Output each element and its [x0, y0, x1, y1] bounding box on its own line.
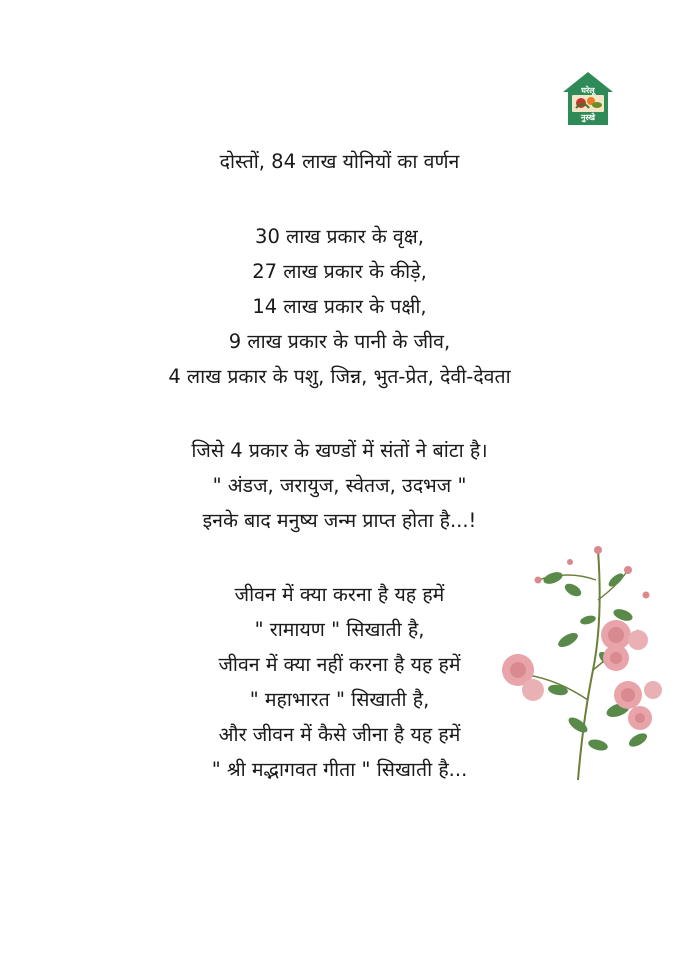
teaching-line: " महाभारत " सिखाती है,	[249, 688, 430, 711]
species-line: 14 लाख प्रकार के पक्षी,	[252, 295, 427, 318]
teaching-line: और जीवन में कैसे जीना है यह हमें	[218, 723, 461, 746]
species-line: 30 लाख प्रकार के वृक्ष,	[255, 225, 424, 248]
teaching-line: जीवन में क्या नहीं करना है यह हमें	[218, 653, 461, 676]
brand-logo	[561, 70, 615, 126]
teaching-line: जीवन में क्या करना है यह हमें	[234, 583, 445, 606]
teaching-line: " श्री मद्भागवत गीता " सिखाती है...	[211, 758, 468, 781]
division-line: " अंडज, जरायुज, स्वेतज, उदभज "	[212, 474, 467, 497]
species-line: 9 लाख प्रकार के पानी के जीव,	[228, 330, 451, 353]
logo-text-bottom: नुस्खे	[580, 113, 596, 122]
intro-title: दोस्तों, 84 लाख योनियों का वर्णन	[219, 150, 460, 173]
logo-text-top: घरेलू	[581, 86, 595, 95]
division-line: जिसे 4 प्रकार के खण्डों में संतों ने बांटा है।	[191, 439, 488, 462]
division-line: इनके बाद मनुष्य जन्म प्राप्त होता है...!	[202, 509, 477, 532]
species-line: 4 लाख प्रकार के पशु, जिन्न, भुत-प्रेत, देवी-देवता	[168, 365, 511, 388]
species-line: 27 लाख प्रकार के कीड़े,	[252, 260, 427, 283]
teaching-line: " रामायण " सिखाती है,	[254, 618, 425, 641]
rose-flower-illustration	[498, 540, 670, 785]
